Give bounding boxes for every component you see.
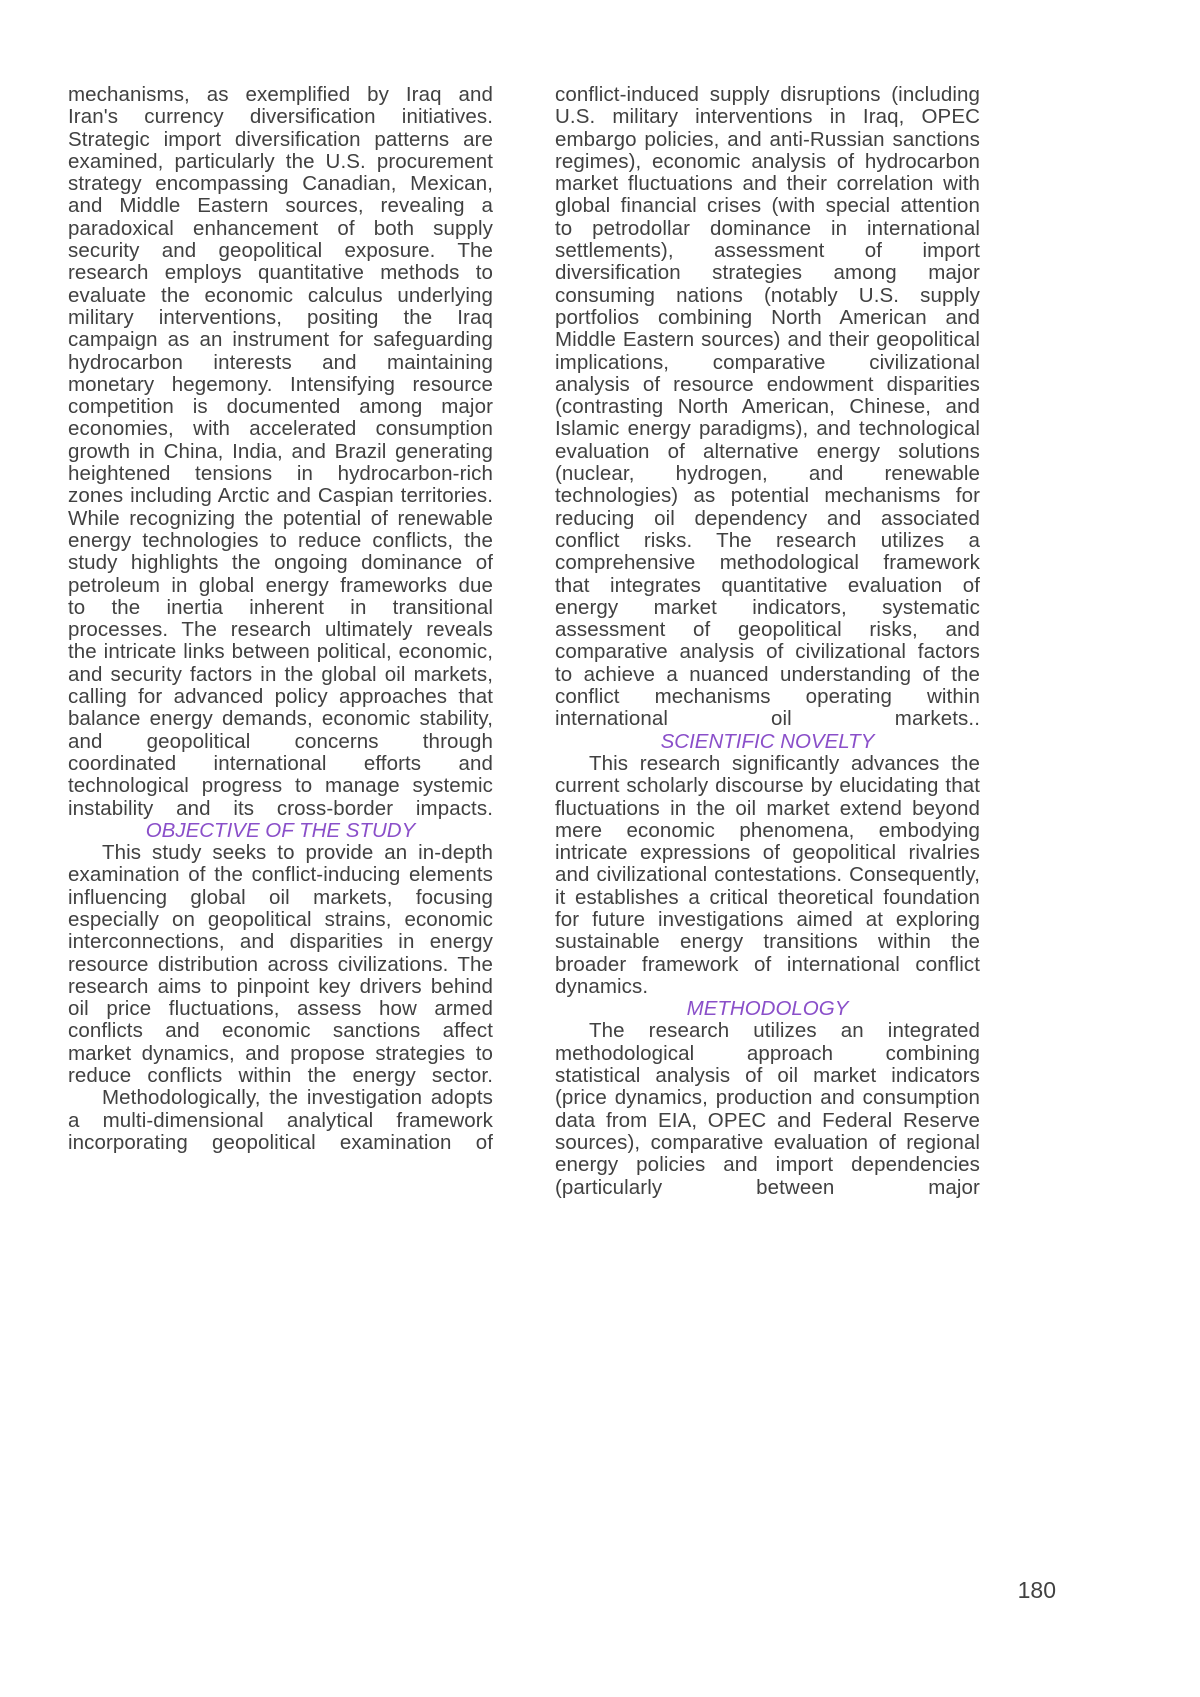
section-heading-objective-of-the-study: OBJECTIVE OF THE STUDY <box>145 818 416 842</box>
paragraph-methodology: The research utilizes an integrated methodological approach combining statistical analysis of oil market indicators (price dynamics, production and consumption data from EIA, OPEC and Federal Reserve sources), comparative evaluation of regional energy policies and import dependencies (particularly between major <box>555 1019 980 1199</box>
left-column <box>68 84 493 1199</box>
section-heading-scientific-novelty: SCIENTIFIC NOVELTY <box>660 729 875 753</box>
paragraph-objective-1: This study seeks to provide an in-depth examination of the conflict-inducing elements influencing global oil markets, focusing especially on geopolitical strains, economic interconnections, and disparities in energy resource distribution across civilizations. The research aims to pinpoint key drivers behind oil price fluctuations, assess how armed conflicts and economic sanctions affect market dynamics, and propose strategies to reduce conflicts within the energy sector. <box>68 841 493 1088</box>
paragraph-abstract-continuation: mechanisms, as exemplified by Iraq and Iran's currency diversification initiatives. Strategic import diversification patterns are examined, particularly the U.S. procurement strategy encompassing Canadian, Mexican, and Middle Eastern sources, revealing a paradoxical enhancement of both supply security and geopolitical exposure. The research employs quantitative methods to evaluate the economic calculus underlying military interventions, positing the Iraq campaign as an instrument for safeguarding hydrocarbon interests and maintaining monetary hegemony. Intensifying resource competition is documented among major economies, with accelerated consumption growth in China, India, and Brazil generating heightened tensions in hydrocarbon-rich zones including Arctic and Caspian territories. While recognizing the potential of renewable energy technologies to reduce conflicts, the study highlights the ongoing dominance of petroleum in global energy frameworks due to the inertia inherent in transitional processes. The research ultimately reveals the intricate links between political, economic, and security factors in the global oil markets, calling for advanced policy approaches that balance energy demands, economic stability, and geopolitical concerns through coordinated international efforts and technological progress to manage systemic instability and its cross-border impacts. <box>68 83 493 820</box>
paragraph-methods-continuation: conflict-induced supply disruptions (including U.S. military interventions in Iraq, OPEC embargo policies, and anti-Russian sanctions regimes), economic analysis of hydrocarbon market fluctuations and their correlation with global financial crises (with special attention to petrodollar dominance in international settlements), assessment of import diversification strategies among major consuming nations (notably U.S. supply portfolios combining North American and Middle Eastern sources) and their geopolitical implications, comparative civilizational analysis of resource endowment disparities (contrasting North American, Chinese, and Islamic energy paradigms), and technological evaluation of alternative energy solutions (nuclear, hydrogen, and renewable technologies) as potential mechanisms for reducing oil dependency and associated conflict risks. The research utilizes a comprehensive methodological framework that integrates quantitative evaluation of energy market indicators, systematic assessment of geopolitical risks, and comparative analysis of civilizational factors to achieve a nuanced understanding of the conflict mechanisms operating within international oil markets.. <box>555 83 980 731</box>
section-heading-methodology: METHODOLOGY <box>686 997 849 1021</box>
paragraph-scientific-novelty: This research significantly advances the current scholarly discourse by elucidating that fluctuations in the oil market extend beyond mere economic phenomena, embodying intricate expressions of geopolitical rivalries and civilizational contestations. Consequently, it establishes a critical theoretical foundation for future investigations aimed at exploring sustainable energy transitions within the broader framework of international conflict dynamics. <box>555 751 980 998</box>
page-number: 180 <box>1017 1577 1056 1603</box>
page-body <box>68 84 980 1199</box>
paragraph-objective-2: Methodologically, the investigation adopts a multi-dimensional analytical framework incorporating geopolitical examination of <box>68 1086 493 1154</box>
right-column <box>555 84 980 1199</box>
